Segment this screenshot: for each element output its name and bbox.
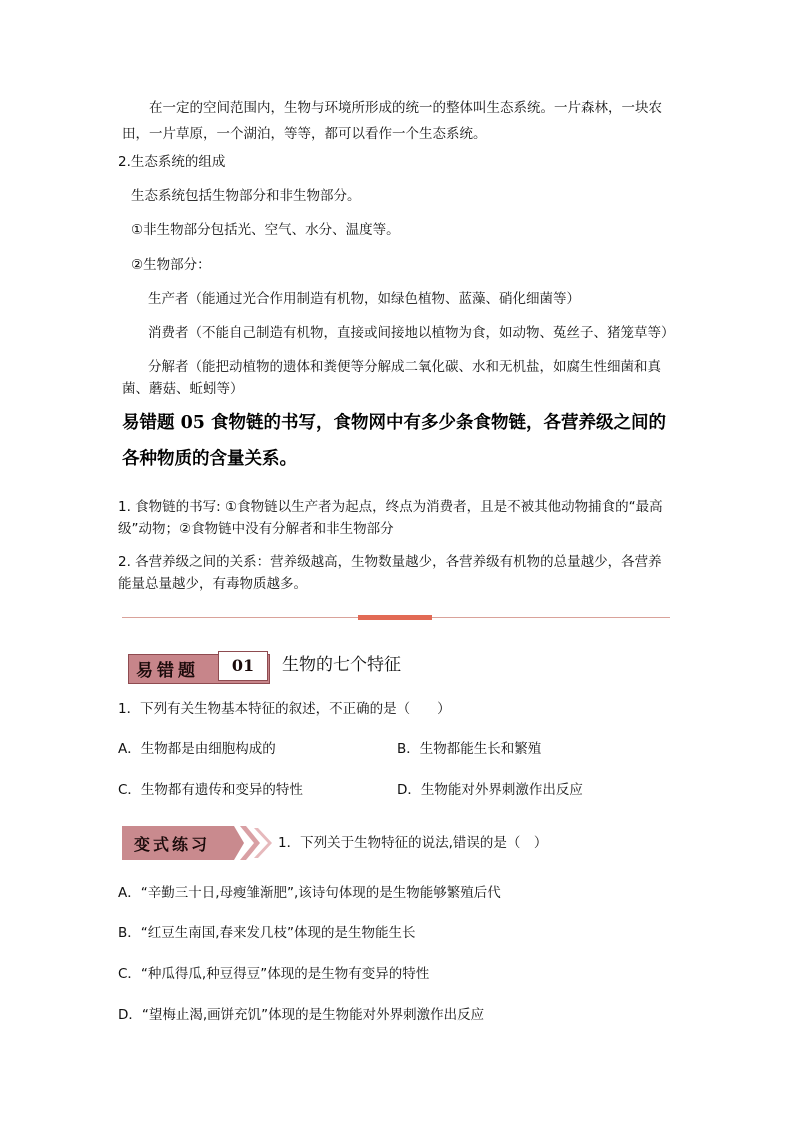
ecosystem-parts-line: 生态系统包括生物部分和非生物部分。 xyxy=(131,188,361,204)
question-1-option-c: C．生物都有遗传和变异的特性 xyxy=(118,782,303,798)
section-divider-accent xyxy=(358,615,432,620)
question-1-option-d: D．生物能对外界刺激作出反应 xyxy=(397,782,583,798)
practice-banner-label: 变式练习 xyxy=(134,835,211,854)
practice-option-d: D．“望梅止渴,画饼充饥”体现的是生物能对外界刺激作出反应 xyxy=(118,1007,485,1023)
topic-title: 生物的七个特征 xyxy=(282,655,401,675)
decomposer-line: 分解者（能把动植物的遗体和粪便等分解成二氧化碳、水和无机盐，如腐生性细菌和真菌、蘑菇、蚯蚓等） xyxy=(122,359,661,397)
error-05-point-1: 1. 食物链的书写: ①食物链以生产者为起点，终点为消费者，且是不被其他动物捕食的“最高级”动物；②食物链中没有分解者和非生物部分 xyxy=(118,499,663,537)
error-topic-banner xyxy=(128,651,270,685)
question-1-option-b: B．生物都能生长和繁殖 xyxy=(397,741,542,757)
practice-stem: 1．下列关于生物特征的说法,错误的是（ ） xyxy=(278,835,548,851)
error-05-heading: 易错题 05 食物链的书写，食物网中有多少条食物链，各营养级之间的各种物质的含量关系。 xyxy=(122,413,667,469)
consumer-line: 消费者（不能自己制造有机物，直接或间接地以植物为食，如动物、菟丝子、猪笼草等） xyxy=(148,325,675,341)
banner-label: 易错题 xyxy=(136,661,199,681)
ecosystem-definition: 在一定的空间范围内，生物与环境所形成的统一的整体叫生态系统。一片森林，一块农田，一片草原，一个湖泊，等等，都可以看作一个生态系统。 xyxy=(122,100,662,142)
banner-number: 01 xyxy=(231,656,255,675)
producer-line: 生产者（能通过光合作用制造有机物，如绿色植物、蓝藻、硝化细菌等） xyxy=(148,291,580,307)
practice-option-b: B．“红豆生南国,春来发几枝”体现的是生物能生长 xyxy=(118,925,416,941)
question-1-stem: 1．下列有关生物基本特征的叙述，不正确的是（ ） xyxy=(118,701,451,717)
question-1-option-a: A．生物都是由细胞构成的 xyxy=(118,741,276,757)
error-05-point-2: 2. 各营养级之间的关系：营养级越高，生物数量越少，各营养级有机物的总量越少，各营养能量总量越少，有毒物质越多。 xyxy=(118,554,662,592)
practice-option-a: A．“辛勤三十日,母瘦雏渐肥”,该诗句体现的是生物能够繁殖后代 xyxy=(118,885,501,901)
practice-option-c: C．“种瓜得瓜,种豆得豆”体现的是生物有变异的特性 xyxy=(118,966,430,982)
biological-line: ②生物部分： xyxy=(131,257,211,273)
section-heading-composition: 2.生态系统的组成 xyxy=(118,154,226,170)
practice-banner xyxy=(122,826,272,860)
nonbiological-line: ①非生物部分包括光、空气、水分、温度等。 xyxy=(131,222,400,238)
banner-number-box xyxy=(218,651,268,681)
